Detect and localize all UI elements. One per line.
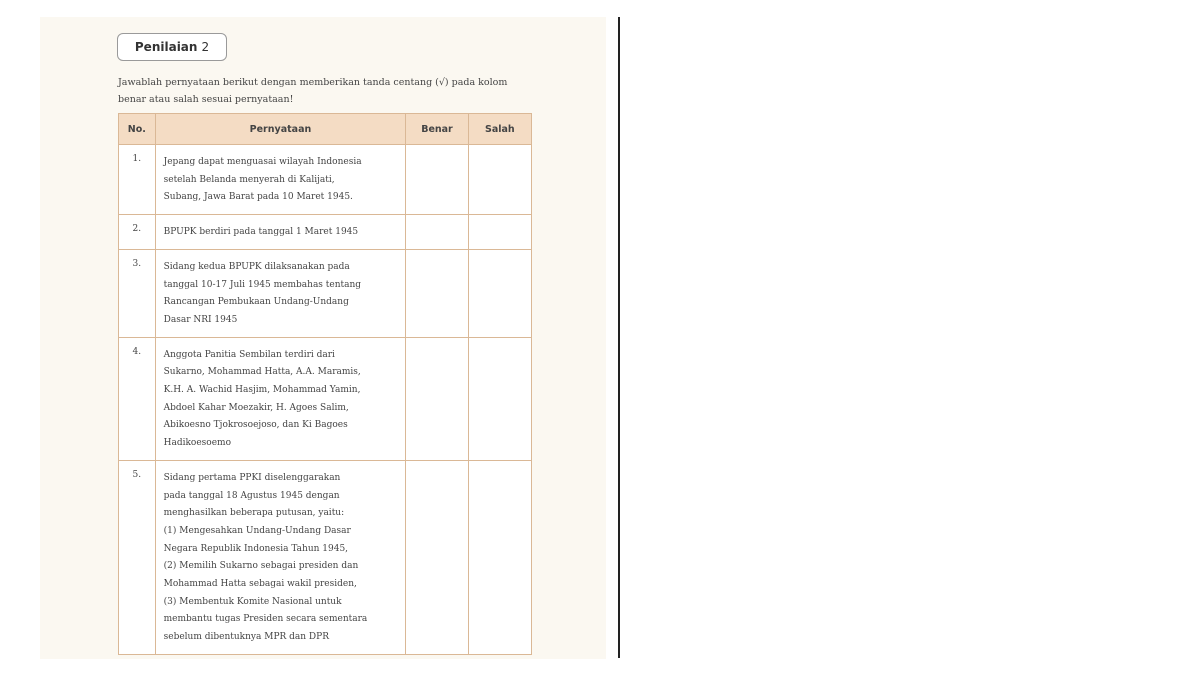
row-statement <box>155 337 406 460</box>
statement-line: (3) Membentuk Komite Nasional untuk <box>163 596 342 607</box>
statement-line: membantu tugas Presiden secara sementara <box>163 614 368 625</box>
statement-line: Abdoel Kahar Moezakir, H. Agoes Salim, <box>163 402 349 413</box>
false-checkbox-cell[interactable] <box>468 460 531 654</box>
false-checkbox-cell[interactable] <box>468 249 531 337</box>
header-true: Benar <box>406 114 468 145</box>
false-checkbox-cell[interactable] <box>468 215 531 250</box>
statement-line: (2) Memilih Sukarno sebagai presiden dan <box>163 561 359 572</box>
vertical-divider <box>618 17 620 658</box>
table-row <box>119 337 532 460</box>
statement-line: Abikoesno Tjokrosoejoso, dan Ki Bagoes <box>163 420 348 431</box>
row-statement <box>155 249 406 337</box>
row-number: 3. <box>119 249 156 337</box>
true-checkbox-cell[interactable] <box>406 215 468 250</box>
table-row <box>119 215 532 250</box>
true-checkbox-cell[interactable] <box>406 145 468 215</box>
statement-line: Subang, Jawa Barat pada 10 Maret 1945. <box>163 192 353 203</box>
statement-line: Jepang dapat menguasai wilayah Indonesia <box>163 157 362 167</box>
row-statement <box>155 145 406 215</box>
table-row <box>119 460 532 654</box>
statement-line: setelah Belanda menyerah di Kalijati, <box>163 174 335 185</box>
statement-line: Sidang pertama PPKI diselenggarakan <box>163 472 341 483</box>
statement-line: Sukarno, Mohammad Hatta, A.A. Maramis, <box>163 367 361 378</box>
header-statement: Pernyataan <box>155 114 406 145</box>
statement-line: Dasar NRI 1945 <box>163 314 238 325</box>
true-checkbox-cell[interactable] <box>406 460 468 654</box>
statement-line: (1) Mengesahkan Undang-Undang Dasar <box>163 525 351 536</box>
instruction-text: Jawablah pernyataan berikut dengan memberikan tanda centang (√) pada kolom benar atau salah sesuai pernyataan! <box>118 77 508 105</box>
table-header-row <box>119 114 532 145</box>
statement-line: pada tanggal 18 Agustus 1945 dengan <box>163 490 340 501</box>
statement-line: BPUPK berdiri pada tanggal 1 Maret 1945 <box>163 227 359 238</box>
row-number: 4. <box>119 337 156 460</box>
statement-line: Negara Republik Indonesia Tahun 1945, <box>163 543 349 554</box>
assessment-table <box>118 113 532 655</box>
row-number: 1. <box>119 145 156 215</box>
worksheet-page <box>40 17 606 659</box>
table-row <box>119 249 532 337</box>
false-checkbox-cell[interactable] <box>468 337 531 460</box>
true-checkbox-cell[interactable] <box>406 337 468 460</box>
false-checkbox-cell[interactable] <box>468 145 531 215</box>
row-statement <box>155 460 406 654</box>
statement-line: tanggal 10-17 Juli 1945 membahas tentang <box>163 279 362 290</box>
row-number: 2. <box>119 215 156 250</box>
statement-line: Mohammad Hatta sebagai wakil presiden, <box>163 579 357 590</box>
row-statement <box>155 215 406 250</box>
statement-line: Hadikoesoemo <box>163 438 231 449</box>
statement-line: sebelum dibentuknya MPR dan DPR <box>163 632 329 643</box>
header-false: Salah <box>468 114 531 145</box>
statement-line: K.H. A. Wachid Hasjim, Mohammad Yamin, <box>163 385 361 396</box>
statement-line: Rancangan Pembukaan Undang-Undang <box>163 297 349 308</box>
assessment-badge <box>117 33 227 61</box>
statement-line: Anggota Panitia Sembilan terdiri dari <box>163 349 335 360</box>
statement-line: menghasilkan beberapa putusan, yaitu: <box>163 508 345 519</box>
table-row <box>119 145 532 215</box>
true-checkbox-cell[interactable] <box>406 249 468 337</box>
header-no: No. <box>119 114 156 145</box>
statement-line: Sidang kedua BPUPK dilaksanakan pada <box>163 261 350 272</box>
badge-title: Penilaian <box>134 40 198 54</box>
row-number: 5. <box>119 460 156 654</box>
badge-number: 2 <box>201 40 210 54</box>
